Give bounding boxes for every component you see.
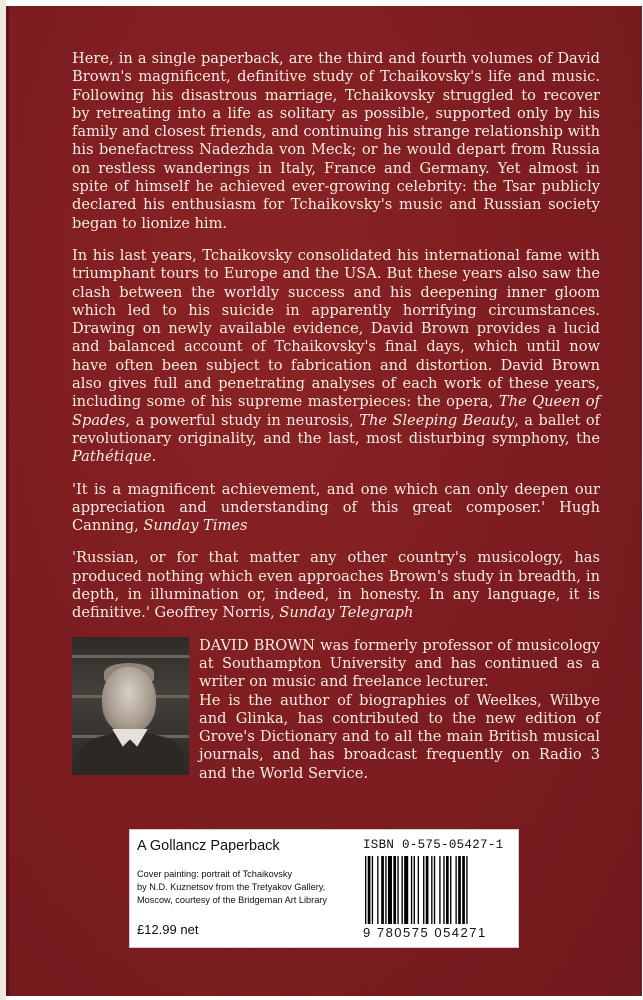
description-paragraph-2: In his last years, Tchaikovsky consolidated his international fame with triumphant tours to Europe and the USA. But these years also saw the clash between the worldly success and his deepening inner gloom which led to his suicide in apparently horrifying circumstances. Drawing on newly available evidence, David Brown provides a lucid and balanced account of Tchaikovsky's final days, which until now have often been subject to fabrication and distortion. David Brown also gives full and penetrating analyses of each work of these years, including some of his supreme masterpieces: the opera, The Queen of Spades, a powerful study in neurosis, The Sleeping Beauty, a ballet of revolutionary originality, and the last, most disturbing symphony, the Pathétique. [72, 246, 601, 466]
author-photo [72, 637, 189, 775]
work-title-queen-of-spades: The Queen of Spades [72, 393, 600, 429]
quote-source-1: Sunday Times [143, 517, 248, 535]
barcode [363, 856, 513, 940]
cover-credit: Cover painting: portrait of Tchaikovsky by N.D. Kuznetsov from the Tretyakov Gallery, Moscow, courtesy of the Bridgeman Art Library [137, 869, 327, 905]
work-title-sleeping-beauty: The Sleeping Beauty [359, 411, 515, 429]
barcode-digits: 9 780575 054271 [363, 925, 487, 940]
author-bio [199, 637, 600, 783]
review-quote-1: 'It is a magnificent achievement, and one which can only deepen our appreciation and understanding of this great composer.' Hugh Canning, Sunday Times [72, 480, 600, 535]
publisher-label [129, 829, 519, 948]
author-bio-line-2: He is the author of biographies of Weelkes, Wilbye and Glinka, has contributed to the new edition of Grove's Dictionary and to all the main British musical journals, and has broadcast frequently on Radio 3 and the World Service. [199, 691, 600, 782]
barcode-bars [363, 856, 513, 924]
blurb-text [72, 50, 600, 783]
quote-source-2: Sunday Telegraph [279, 604, 414, 622]
work-title-pathetique: Pathétique [72, 448, 152, 466]
author-bio-line-1: DAVID BROWN was formerly professor of musicology at Southampton University and has continued as a writer on music and freelance lecturer. [199, 636, 600, 691]
description-paragraph-1: Here, in a single paperback, are the third and fourth volumes of David Brown's magnificent, definitive study of Tchaikovsky's life and music. Following his disastrous marriage, Tchaikovsky struggled to recover by retreating into a life as solitary as possible, supported only by his family and closest friends, and continuing his strange relationship with his benefactress Nadezhda von Meck; or he would depart from Russia on restless wanderings in Italy, France and Germany. Yet almost in spite of himself he achieved ever-growing celebrity: the Tsar publicly declared his enthusiasm for Tchaikovsky's music and Russian society began to lionize him. [72, 50, 600, 232]
isbn-number: ISBN 0-575-05427-1 [363, 838, 504, 852]
price: £12.99 net [137, 922, 199, 937]
review-quote-2: 'Russian, or for that matter any other country's musicology, has produced nothing which even approaches Brown's study in breadth, in depth, in illumination or, indeed, in honesty. In any language, it is definitive.' Geoffrey Norris, Sunday Telegraph [72, 549, 600, 622]
publisher-name: A Gollancz Paperback [137, 838, 280, 854]
author-section [72, 637, 600, 783]
